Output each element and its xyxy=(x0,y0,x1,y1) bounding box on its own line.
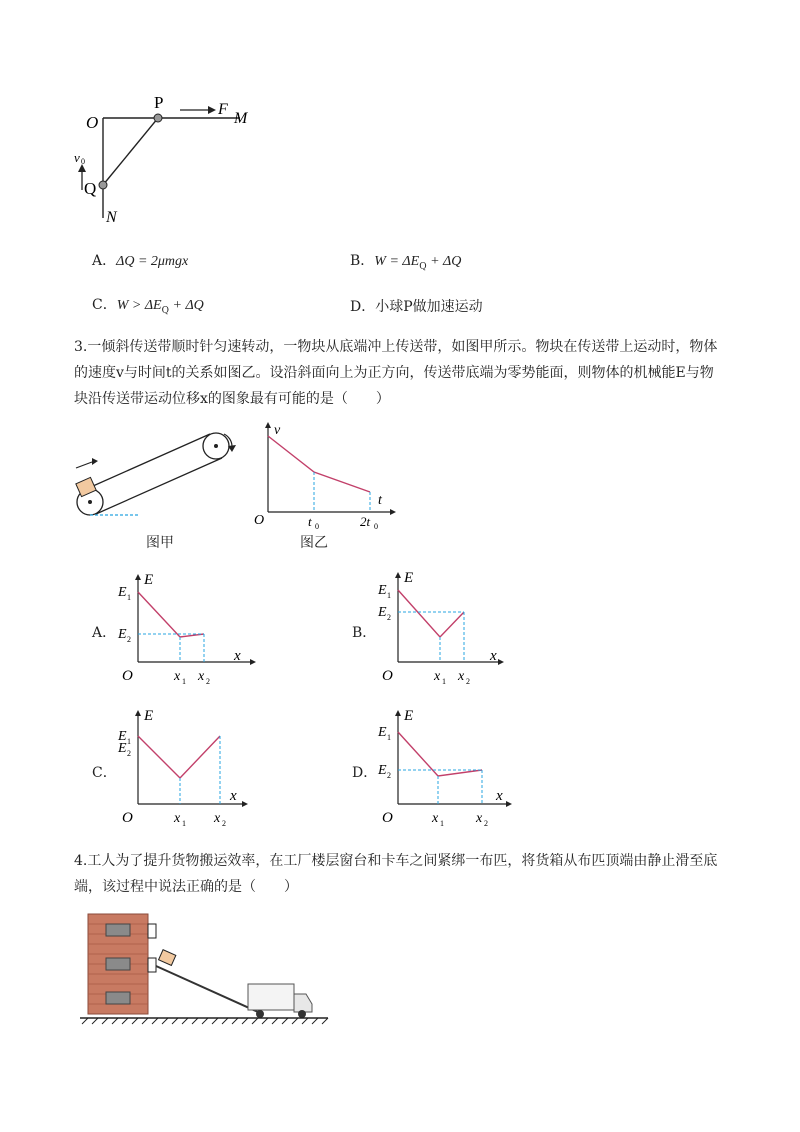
graph-C xyxy=(110,706,260,830)
svg-text:O: O xyxy=(382,668,393,684)
svg-text:E: E xyxy=(118,627,127,642)
label-M: M xyxy=(234,110,248,127)
svg-text:x: x xyxy=(214,811,221,826)
question-4 xyxy=(74,848,734,900)
svg-text:E: E xyxy=(118,741,127,756)
svg-text:2: 2 xyxy=(466,677,470,686)
figure-building-truck xyxy=(76,908,336,1030)
svg-text:0: 0 xyxy=(315,522,319,530)
svg-text:0: 0 xyxy=(374,522,378,530)
figure-rod-mechanism xyxy=(70,90,280,230)
label-F: F xyxy=(218,101,228,118)
svg-text:2: 2 xyxy=(206,677,210,686)
svg-text:E: E xyxy=(378,583,387,598)
question-3 xyxy=(74,334,734,412)
svg-text:1: 1 xyxy=(442,677,446,686)
svg-text:x: x xyxy=(174,811,181,826)
option-C[interactable]: C．$W > \Delta E_Q + \Delta Q$ xyxy=(92,297,204,316)
svg-text:x: x xyxy=(234,648,241,664)
svg-text:x: x xyxy=(476,811,483,826)
svg-text:2: 2 xyxy=(387,613,391,622)
svg-text:E: E xyxy=(378,763,387,778)
svg-text:x: x xyxy=(174,669,181,684)
svg-text:2: 2 xyxy=(387,771,391,780)
svg-text:E: E xyxy=(378,725,387,740)
label-Q: Q xyxy=(84,179,97,198)
vt-2t0: 2t xyxy=(360,514,371,529)
svg-text:x: x xyxy=(458,669,465,684)
vt-t0: t xyxy=(308,514,312,529)
svg-text:x: x xyxy=(198,669,205,684)
svg-text:x: x xyxy=(496,788,503,804)
svg-text:1: 1 xyxy=(182,677,186,686)
svg-text:O: O xyxy=(382,810,393,826)
option-A[interactable]: A．ΔQ = 2μmgx xyxy=(92,253,189,269)
svg-text:x: x xyxy=(490,648,497,664)
svg-text:O: O xyxy=(122,668,133,684)
svg-text:E: E xyxy=(404,708,414,724)
svg-text:2: 2 xyxy=(127,749,131,758)
option-B[interactable]: B．$W = \Delta E_Q + \Delta Q$ xyxy=(350,253,462,272)
svg-text:E: E xyxy=(378,605,387,620)
svg-text:1: 1 xyxy=(387,733,391,742)
label-O: O xyxy=(86,113,99,132)
caption-yi: 图乙 xyxy=(300,535,328,551)
svg-text:2: 2 xyxy=(222,819,226,828)
option-D[interactable]: D．小球P做加速运动 xyxy=(350,299,483,315)
figure-vt-graph xyxy=(250,420,400,530)
svg-text:E: E xyxy=(144,708,154,724)
svg-text:2: 2 xyxy=(484,819,488,828)
q3-option-C[interactable]: C． xyxy=(92,765,117,781)
label-v0-sub: 0 xyxy=(81,157,85,166)
graph-B xyxy=(370,568,520,688)
svg-text:E: E xyxy=(404,570,414,586)
vt-O: O xyxy=(254,513,265,528)
svg-text:E: E xyxy=(144,572,154,588)
q3-option-A[interactable]: A． xyxy=(92,625,117,641)
svg-text:O: O xyxy=(122,810,133,826)
q3-line2: 的速度v与时间t的关系如图乙。设沿斜面向上为正方向，传送带底端为零势能面，则物体的机械能E与物 xyxy=(74,365,714,381)
svg-text:1: 1 xyxy=(387,591,391,600)
label-P: P xyxy=(154,93,164,112)
q3-line1: 3.一倾斜传送带顺时针匀速转动，一物块从底端冲上传送带，如图甲所示。物块在传送带上运动时，物体 xyxy=(74,339,718,355)
svg-text:1: 1 xyxy=(127,593,131,602)
caption-jia: 图甲 xyxy=(146,535,174,551)
q4-line1: 4.工人为了提升货物搬运效率，在工厂楼层窗台和卡车之间紧绑一布匹，将货箱从布匹顶端由静止滑至底 xyxy=(74,853,718,869)
svg-text:E: E xyxy=(118,585,127,600)
vt-v: v xyxy=(274,423,281,438)
q3-option-B[interactable]: B． xyxy=(352,625,377,641)
svg-text:2: 2 xyxy=(127,635,131,644)
svg-text:x: x xyxy=(432,811,439,826)
svg-text:x: x xyxy=(434,669,441,684)
label-N: N xyxy=(106,209,117,226)
graph-A xyxy=(110,570,260,690)
q4-line2: 端，该过程中说法正确的是（ ） xyxy=(74,879,298,895)
svg-text:x: x xyxy=(230,788,237,804)
label-v0: v xyxy=(74,150,80,165)
graph-D xyxy=(370,706,530,830)
figure-conveyor xyxy=(68,424,248,524)
q3-option-D[interactable]: D． xyxy=(352,765,378,781)
svg-text:1: 1 xyxy=(127,737,131,746)
svg-text:1: 1 xyxy=(182,819,186,828)
q3-line3: 块沿传送带运动位移x的图象最有可能的是（ ） xyxy=(74,391,390,407)
svg-text:E: E xyxy=(118,729,127,744)
svg-text:1: 1 xyxy=(440,819,444,828)
vt-t: t xyxy=(378,493,382,508)
